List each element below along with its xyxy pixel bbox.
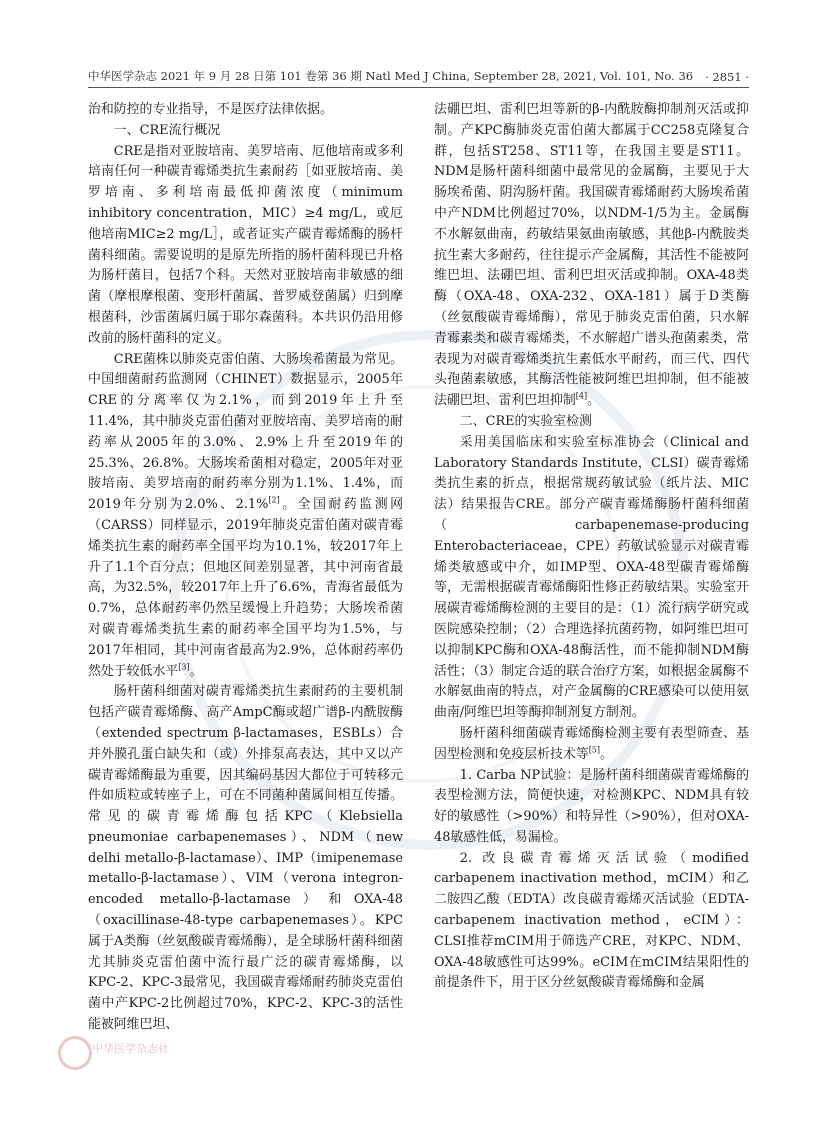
paragraph-text: 。 (587, 393, 601, 409)
paragraph: 1. Carba NP试验：是肠杆菌科细菌碳青霉烯酶的表型检测方法，简便快速，对检测KPC、NDM具有较好的敏感性（>90%）和特异性（>90%），但对OXA-48敏感性低，易漏检。 (434, 767, 749, 845)
paragraph: 治和防控的专业指导，不是医疗法律依据。 (88, 102, 333, 117)
paragraph: 肠杆菌科细菌对碳青霉烯类抗生素耐药的主要机制包括产碳青霉烯酶、高产AmpC酶或超广谱β-内酰胺酶（extended spectrum β-lactamases，ESBLs）合并外膜孔蛋白缺失和（或）外排泵高表达，其中又以产碳青霉烯酶最为重要，因其编码基因大都位于可转移元件如质粒或转座子上，可在不同菌种菌属间相互传播。常见的碳青霉烯酶包括KPC（Klebsiella pneumoniae carbapenemases）、NDM（new delhi metallo-β-lactamase）、IMP（imipenemase metallo-β-lactamase）、VIM（verona integron-encoded metallo-β-lactamase）和OXA-48（oxacillinase-48-type carbapenemases）。KPC属于A类酶（丝氨酸碳青霉烯酶），是全球肠杆菌科细菌尤其肺炎克雷伯菌中流行最广泛的碳青霉烯酶，以KPC-2、KPC-3最常见，我国碳青霉烯耐药肺炎克雷伯菌中产KPC-2比例超过70%，KPC-2、KPC-3的活性能被阿维巴坦、 (88, 684, 403, 1033)
left-column (88, 100, 403, 1036)
paragraph-text: 肠杆菌科细菌碳青霉烯酶检测主要有表型筛查、基因型检测和免疫层析技术等 (434, 725, 749, 762)
publisher-watermark-text: 中华医学杂志社 (92, 1042, 169, 1055)
citation: [4] (575, 391, 588, 401)
header-journal-info: 中华医学杂志 2021 年 9 月 28 日第 101 卷第 36 期 Natl Med J China, September 28, 2021, Vol. 101, No. 36 (88, 69, 694, 83)
paragraph-text: 法硼巴坦、雷利巴坦等新的β-内酰胺酶抑制剂灭活或抑制。产KPC酶肺炎克雷伯菌大都属于CC258克隆复合群，包括ST258、ST11等，在我国主要是ST11。NDM是肠杆菌科细菌中最常见的金属酶，主要见于大肠埃希菌、阴沟肠杆菌。我国碳青霉烯耐药大肠埃希菌中产NDM比例超过70%，以NDM-1/5为主。金属酶不水解氨曲南，药敏结果氨曲南敏感，其他β-内酰胺类抗生素大多耐药，往往提示产金属酶，其活性不能被阿维巴坦、法硼巴坦、雷利巴坦灭活或抑制。OXA-48类酶（OXA-48、OXA-232、OXA-181）属于D类酶（丝氨酸碳青霉烯酶），常见于肺炎克雷伯菌，只水解青霉素类和碳青霉烯类，不水解超广谱头孢菌素类，常表现为对碳青霉烯类抗生素低水平耐药，而三代、四代头孢菌素敏感，其酶活性能被阿维巴坦抑制，但不能被法硼巴坦、雷利巴坦抑制 (434, 102, 749, 409)
paragraph: CRE是指对亚胺培南、美罗培南、厄他培南或多利培南任何一种碳青霉烯类抗生素耐药［如亚胺培南、美罗培南、多利培南最低抑菌浓度（minimum inhibitory concentration，MIC）≥4 mg/L，或厄他培南MIC≥2 mg/L］，或者证实产碳青霉烯酶的肠杆菌科细菌。需要说明的是原先所指的肠杆菌科现已升格为肠杆菌目，包括7个科。天然对亚胺培南非敏感的细菌（摩根摩根菌、变形杆菌属、普罗威登菌属）归到摩根菌科，沙雷菌属归属于耶尔森菌科。本共识仍沿用修改前的肠杆菌科的定义。 (88, 143, 403, 346)
citation: [2] (268, 495, 280, 505)
right-column (434, 100, 749, 994)
header-page-number: · 2851 · (705, 70, 749, 84)
publisher-seal-icon (58, 1036, 92, 1070)
paragraph (434, 100, 749, 412)
citation: [3] (178, 662, 190, 672)
paragraph: CRE菌株以肺炎克雷伯菌、大肠埃希菌最为常见。中国细菌耐药监测网（CHINET）数据显示，2005年CRE的分离率仅为2.1%，而到2019年上升至11.4%，其中肺炎克雷伯菌对亚胺培南、美罗培南的耐药率从2005年的3.0%、2.9%上升至2019年的25.3%、26.8%。大肠埃希菌相对稳定，2005年对亚胺培南、美罗培南的耐药率分别为1.1%、1.4%，而2019年分别为2.0%、2.1%[2]。全国耐药监测网（CARSS）同样显示，2019年肺炎克雷伯菌对碳青霉烯类抗生素的耐药率全国平均为10.1%，较2017年上升了1.1个百分点；但地区间差别显著，其中河南省最高，为32.5%，较2017年上升了6.6%，青海省最低为0.7%，总体耐药率仍然呈缓慢上升趋势；大肠埃希菌对碳青霉烯类抗生素的耐药率全国平均为1.5%，与2017年相同，其中河南省最高为2.9%，总体耐药率仍然处于较低水平[3]。 (88, 351, 404, 679)
paragraph-text: 。全国耐药监测网（CARSS）同样显示，2019年肺炎克雷伯菌对碳青霉烯类抗生素的耐药率全国平均为10.1%，较2017年上升了1.1个百分点；但地区间差别显著，其中河南省最高，为32.5%，较2017年上升了6.6%，青海省最低为0.7%，总体耐药率仍然呈缓慢上升趋势；大肠埃希菌对碳青霉烯类抗生素的耐药率全国平均为1.5%，与2017年相同，其中河南省最高为2.9%，总体耐药率仍然处于较低水平 (88, 497, 404, 679)
section-heading: 二、CRE的实验室检测 (459, 413, 592, 429)
paragraph-text: 。 (600, 746, 613, 762)
paragraph: 2. 改良碳青霉烯灭活试验（modified carbapenem inactivation method，mCIM）和乙二胺四乙酸（EDTA）改良碳青霉烯灭活试验（EDTA-carbapenem inactivation method，eCIM）：CLSI推荐mCIM用于筛选产CRE，对KPC、NDM、OXA-48敏感性可达99%。eCIM在mCIM结果阳性的前提条件下，用于区分丝氨酸碳青霉烯酶和金属 (434, 850, 749, 991)
section-heading: 一、CRE流行概况 (113, 122, 221, 138)
citation: [5] (588, 745, 601, 755)
paragraph (434, 724, 749, 766)
paragraph-text: CRE菌株以肺炎克雷伯菌、大肠埃希菌最为常见。中国细菌耐药监测网（CHINET）数据显示，2005年CRE的分离率仅为2.1%，而到2019年上升至11.4%，其中肺炎克雷伯菌对亚胺培南、美罗培南的耐药率从2005年的3.0%、2.9%上升至2019年的25.3%、26.8%。大肠埃希菌相对稳定，2005年对亚胺培南、美罗培南的耐药率分别为1.1%、1.4%，而2019年分别为2.0%、2.1% (88, 351, 403, 513)
paragraph: 采用美国临床和实验室标准协会（Clinical and Laboratory Standards Institute，CLSI）碳青霉烯类抗生素的折点，根据常规药敏试验（纸片法、MIC法）结果报告CRE。部分产碳青霉烯酶肠杆菌科细菌（carbapenemase-producing Enterobacteriaceae，CPE）药敏试验显示对碳青霉烯类敏感或中介，如IMP型、OXA-48型碳青霉烯酶等，无需根据碳青霉烯酶阳性修正药敏结果。实验室开展碳青霉烯酶检测的主要目的是：（1）流行病学研究或医院感染控制；（2）合理选择抗菌药物，如阿维巴坦可以抑制KPC酶和OXA-48酶活性，而不能抑制NDM酶活性；（3）制定合适的联合治疗方案，如根据金属酶不水解氨曲南的特点，对产金属酶的CRE感染可以使用氨曲南/阿维巴坦等酶抑制剂复方制剂。 (434, 434, 749, 721)
running-header (88, 62, 749, 88)
